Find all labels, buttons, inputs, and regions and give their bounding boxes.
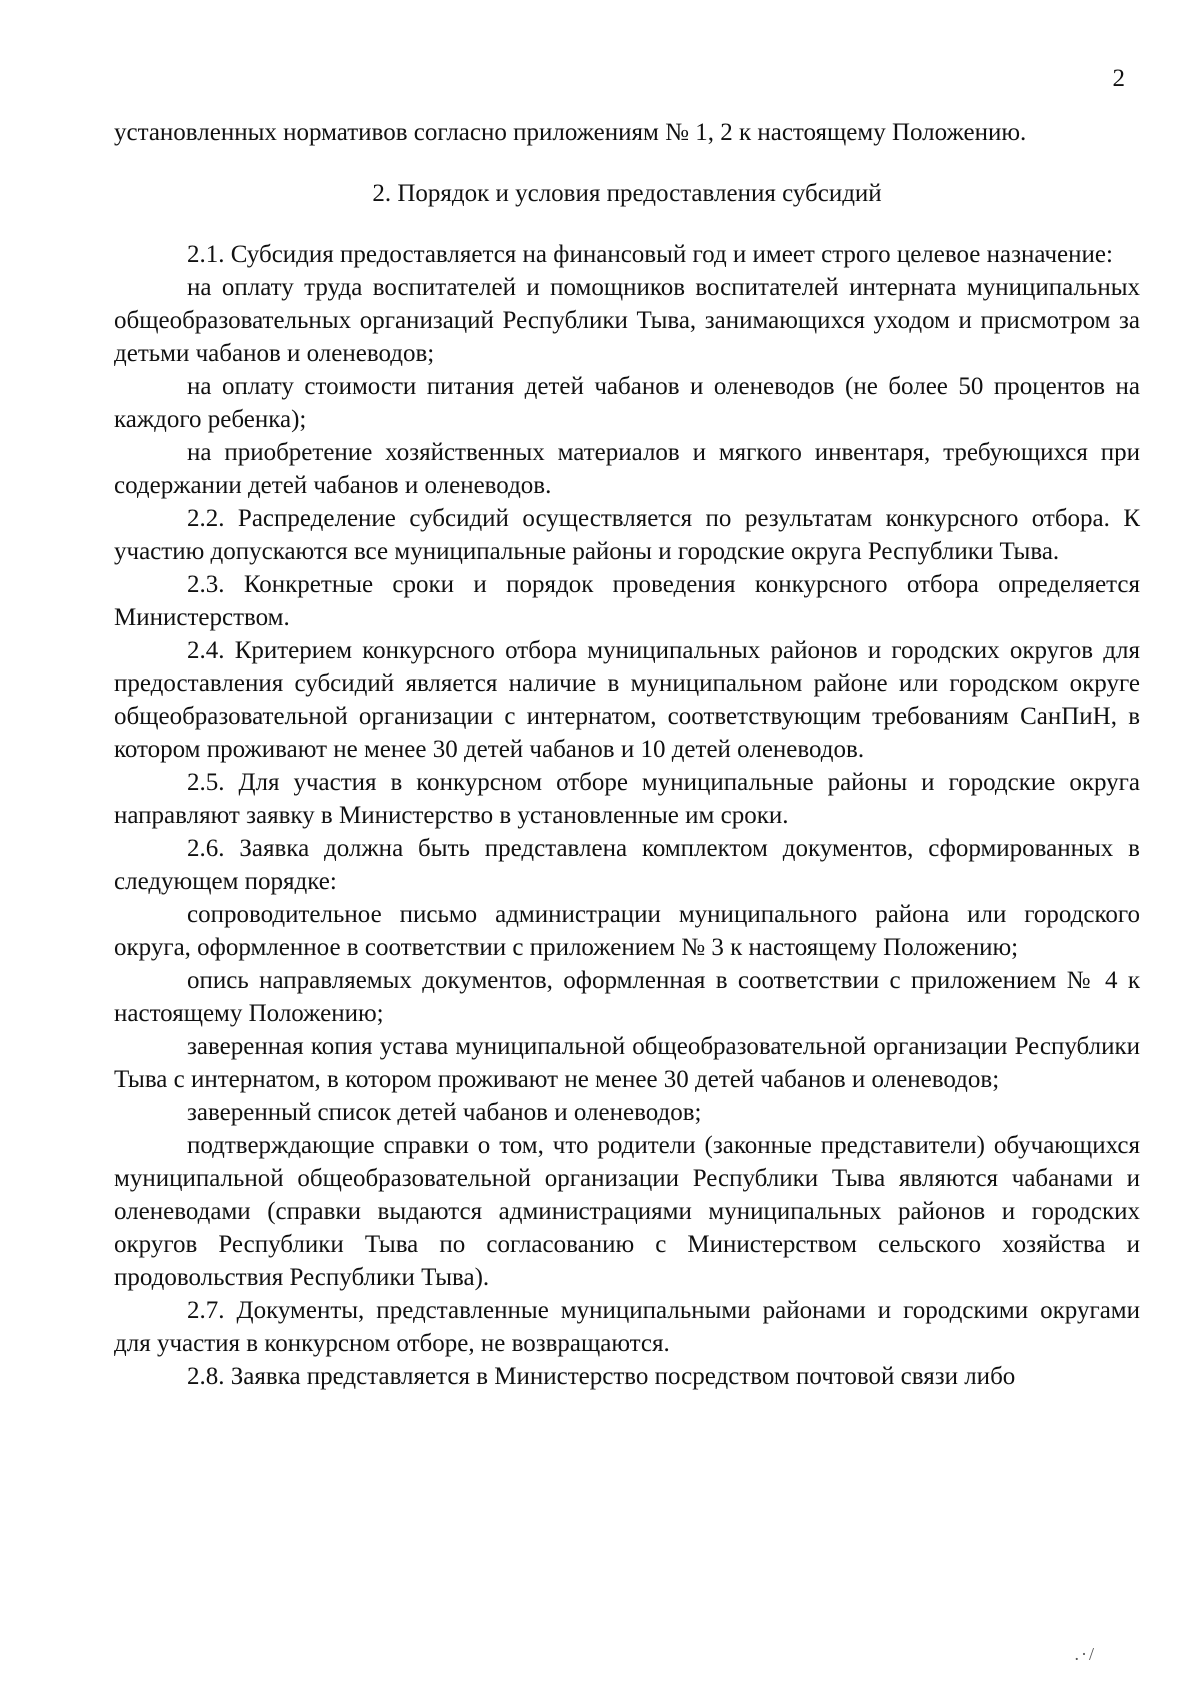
paragraph: 2.4. Критерием конкурсного отбора муниципальных районов и городских округов для предоставления субсидий является наличие в муниципальном районе или городском округе общеобразовательной организации с интернатом, соответствующим требованиям СанПиН, в котором проживают не менее 30 детей чабанов и 10 детей оленеводов.	[114, 637, 1140, 763]
paragraph: 2.7. Документы, представленные муниципальными районами и городскими округами для участия в конкурсном отборе, не возвращаются.	[114, 1297, 1140, 1357]
section-title: 2. Порядок и условия предоставления субсидий	[372, 180, 882, 207]
scan-mark: .·/	[1074, 1644, 1096, 1664]
paragraph: на оплату стоимости питания детей чабанов и оленеводов (не более 50 процентов на каждого ребенка);	[114, 373, 1140, 433]
paragraph: заверенная копия устава муниципальной общеобразовательной организации Республики Тыва с интернатом, в котором проживают не менее 30 детей чабанов и оленеводов;	[114, 1033, 1140, 1093]
paragraph: 2.5. Для участия в конкурсном отборе муниципальные районы и городские округа направляют заявку в Министерство в установленные им сроки.	[114, 769, 1140, 829]
paragraph: на приобретение хозяйственных материалов и мягкого инвентаря, требующихся при содержании детей чабанов и оленеводов.	[114, 439, 1140, 499]
paragraph-list	[114, 238, 1140, 1393]
paragraph: подтверждающие справки о том, что родители (законные представители) обучающихся муниципальной общеобразовательной организации Республики Тыва являются чабанами и оленеводами (справки выдаются администрациями муниципальных районов и городских округов Республики Тыва по согласованию с Министерством сельского хозяйства и продовольствия Республики Тыва).	[114, 1132, 1140, 1291]
paragraph: 2.3. Конкретные сроки и порядок проведения конкурсного отбора определяется Министерством.	[114, 571, 1140, 631]
paragraph: 2.1. Субсидия предоставляется на финансовый год и имеет строго целевое назначение:	[187, 241, 1113, 268]
paragraph: сопроводительное письмо администрации муниципального района или городского округа, оформленное в соответствии с приложением № 3 к настоящему Положению;	[114, 901, 1140, 961]
page-number: 2	[1112, 65, 1125, 92]
paragraph: на оплату труда воспитателей и помощников воспитателей интерната муниципальных общеобразовательных организаций Республики Тыва, занимающихся уходом и присмотром за детьми чабанов и оленеводов;	[114, 274, 1140, 367]
paragraph: заверенный список детей чабанов и оленеводов;	[187, 1099, 702, 1126]
paragraph: 2.2. Распределение субсидий осуществляется по результатам конкурсного отбора. К участию допускаются все муниципальные районы и городские округа Республики Тыва.	[114, 505, 1140, 565]
paragraph: 2.6. Заявка должна быть представлена комплектом документов, сформированных в следующем порядке:	[114, 835, 1140, 895]
document-body	[114, 116, 1140, 1393]
paragraph: опись направляемых документов, оформленная в соответствии с приложением № 4 к настоящему Положению;	[114, 967, 1140, 1027]
paragraph: 2.8. Заявка представляется в Министерство посредством почтовой связи либо	[187, 1363, 1016, 1390]
intro-paragraph: установленных нормативов согласно приложениям № 1, 2 к настоящему Положению.	[114, 119, 1027, 146]
